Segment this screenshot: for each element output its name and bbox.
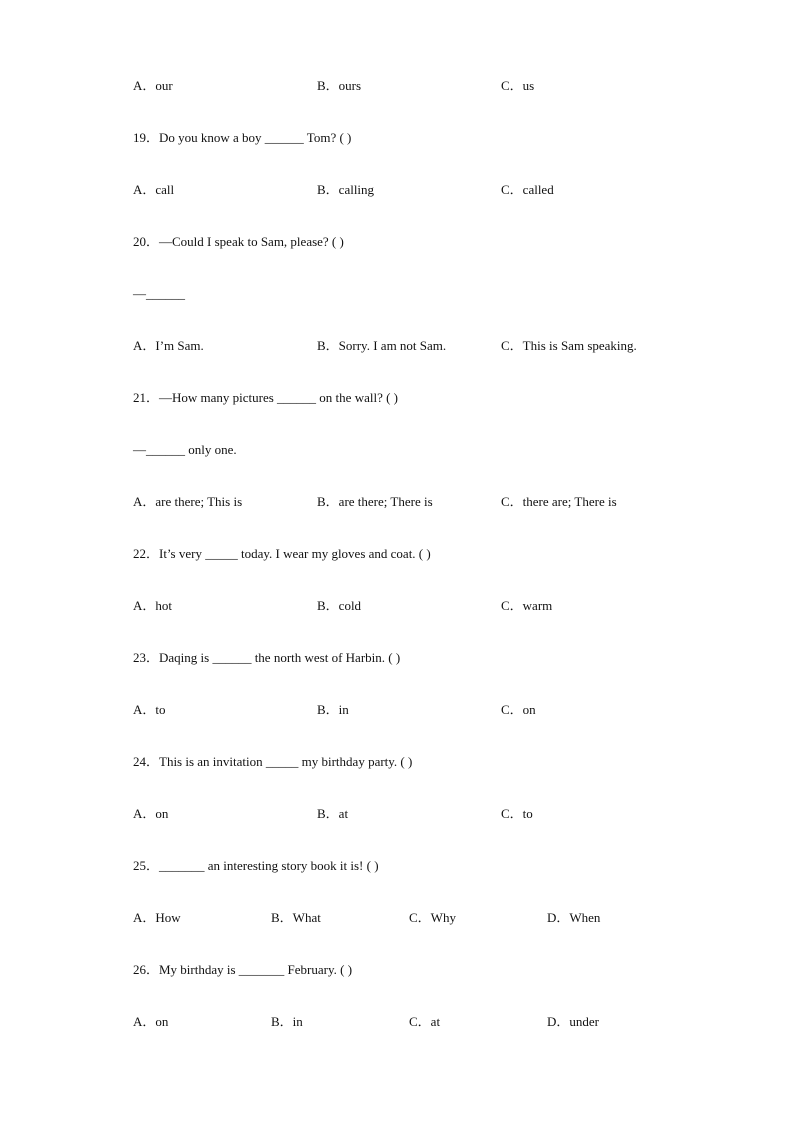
option-c: C．This is Sam speaking. <box>501 338 637 353</box>
option-a: A．call <box>133 182 175 197</box>
option-b: B．in <box>271 1014 303 1029</box>
answer-line: —______ only one. <box>133 442 237 457</box>
option-b: B．calling <box>317 182 375 197</box>
question-20: 20．—Could I speak to Sam, please? ( ) <box>133 234 344 249</box>
option-a: A．hot <box>133 598 173 613</box>
option-b: B．ours <box>317 78 362 93</box>
option-c: C．Why <box>409 910 456 925</box>
question-22: 22．It’s very _____ today. I wear my gloves and coat. ( ) <box>133 546 431 561</box>
option-a: A．on <box>133 806 169 821</box>
option-b: B．What <box>271 910 321 925</box>
option-a: A．our <box>133 78 173 93</box>
question-26: 26．My birthday is _______ February. ( ) <box>133 962 353 977</box>
option-a: A．are there; This is <box>133 494 243 509</box>
answer-line: —______ <box>133 286 185 301</box>
option-c: C．there are; There is <box>501 494 617 509</box>
option-c: C．called <box>501 182 554 197</box>
option-c: C．on <box>501 702 536 717</box>
option-c: C．to <box>501 806 533 821</box>
option-b: B．at <box>317 806 349 821</box>
option-a: A．on <box>133 1014 169 1029</box>
question-24: 24．This is an invitation _____ my birthday party. ( ) <box>133 754 413 769</box>
question-25: 25．_______ an interesting story book it is! ( ) <box>133 858 379 873</box>
option-b: B．are there; There is <box>317 494 433 509</box>
option-c: C．at <box>409 1014 441 1029</box>
option-b: B．in <box>317 702 349 717</box>
option-d: D．under <box>547 1014 599 1029</box>
question-19: 19．Do you know a boy ______ Tom? ( ) <box>133 130 352 145</box>
option-a: A．How <box>133 910 181 925</box>
option-c: C．warm <box>501 598 553 613</box>
option-a: A．I’m Sam. <box>133 338 204 353</box>
option-b: B．cold <box>317 598 362 613</box>
option-d: D．When <box>547 910 601 925</box>
option-a: A．to <box>133 702 166 717</box>
question-21: 21．—How many pictures ______ on the wall? ( ) <box>133 390 399 405</box>
question-23: 23．Daqing is ______ the north west of Harbin. ( ) <box>133 650 401 665</box>
option-c: C．us <box>501 78 535 93</box>
option-b: B．Sorry. I am not Sam. <box>317 338 447 353</box>
